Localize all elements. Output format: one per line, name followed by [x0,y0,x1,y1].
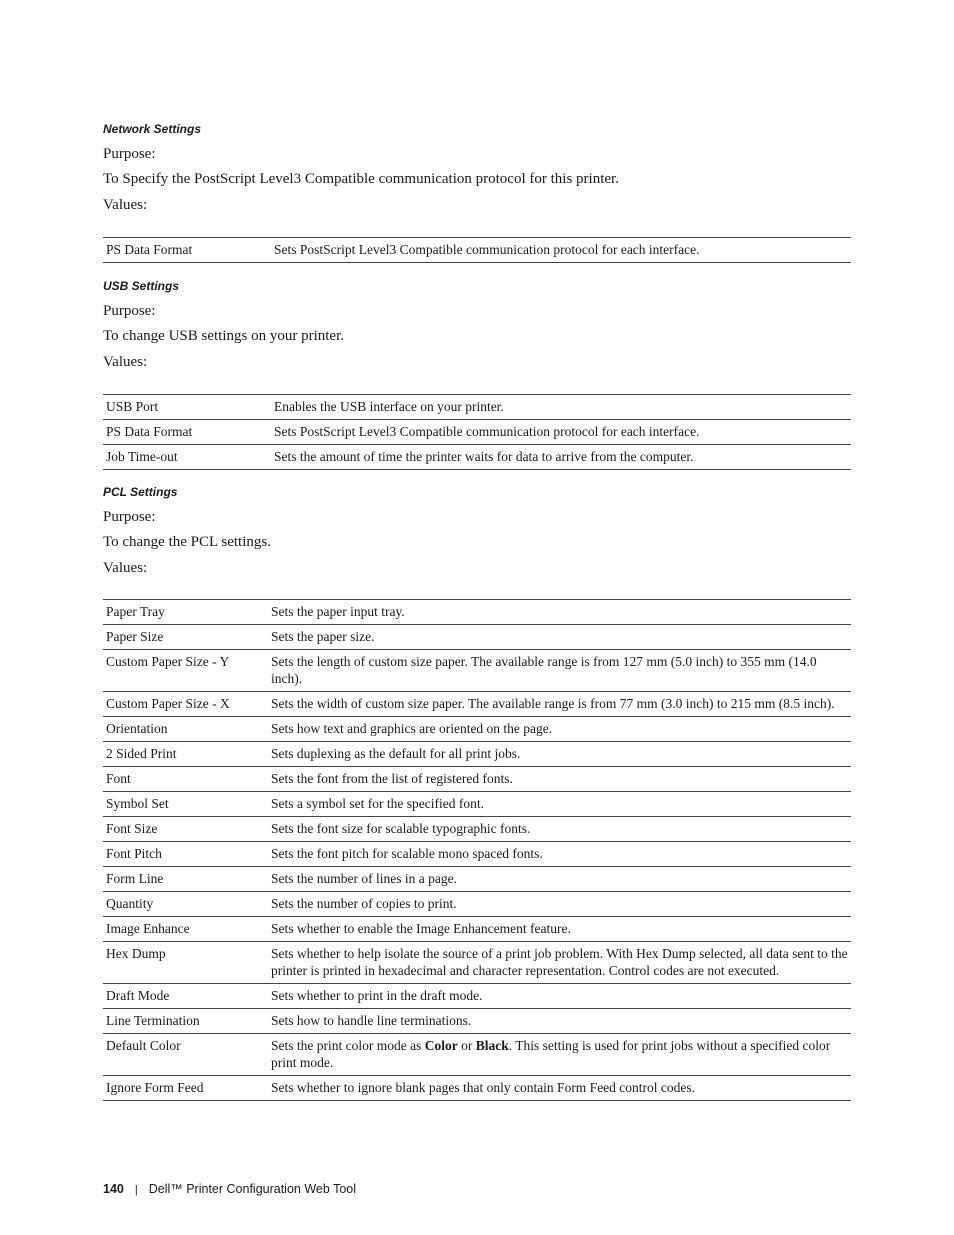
table-row [103,692,851,717]
purpose-label: Purpose: [103,146,156,162]
table-row [103,395,851,420]
value-desc: Sets the paper size. [268,625,851,650]
table-row [103,600,851,625]
values-label: Values: [103,197,148,213]
value-key: Orientation [103,717,268,742]
value-key: Job Time-out [103,445,271,470]
value-key: Form Line [103,867,268,892]
values-table [103,237,851,263]
value-key: USB Port [103,395,271,420]
value-desc: Sets duplexing as the default for all print jobs. [268,742,851,767]
value-desc: Sets the font size for scalable typographic fonts. [268,817,851,842]
values-table [103,394,851,470]
value-key: Hex Dump [103,942,268,984]
section-pcl-settings [103,483,851,1101]
table-row [103,650,851,692]
table-row [103,742,851,767]
section-title: USB Settings [103,279,180,293]
value-desc: Sets whether to print in the draft mode. [268,984,851,1009]
value-key: Custom Paper Size - X [103,692,268,717]
table-row [103,917,851,942]
value-key: Draft Mode [103,984,268,1009]
value-desc: Sets PostScript Level3 Compatible communication protocol for each interface. [271,420,851,445]
table-row [103,420,851,445]
value-key: Font Size [103,817,268,842]
value-desc: Sets the length of custom size paper. The available range is from 127 mm (5.0 inch) to 355 mm (14.0 inch). [268,650,851,692]
purpose-text: To Specify the PostScript Level3 Compatible communication protocol for this printer. [103,171,619,187]
value-key: Custom Paper Size - Y [103,650,268,692]
value-desc: Sets whether to enable the Image Enhancement feature. [268,917,851,942]
value-desc: Sets whether to ignore blank pages that only contain Form Feed control codes. [268,1076,851,1101]
color-mode-option: Black [475,1038,509,1053]
values-label: Values: [103,354,148,370]
purpose-text: To change USB settings on your printer. [103,328,345,344]
value-desc: Sets the number of lines in a page. [268,867,851,892]
value-key: Default Color [103,1034,268,1076]
page-number: 140 [103,1182,124,1196]
values-label: Values: [103,560,148,576]
section-network-settings [103,120,851,263]
table-row [103,717,851,742]
purpose-text: To change the PCL settings. [103,534,271,550]
value-desc: Sets a symbol set for the specified font. [268,792,851,817]
table-row [103,984,851,1009]
value-desc: Sets the font pitch for scalable mono spaced fonts. [268,842,851,867]
section-usb-settings [103,277,851,470]
table-row [103,1034,851,1076]
value-desc: Sets how text and graphics are oriented on the page. [268,717,851,742]
table-row [103,817,851,842]
value-desc: Sets the paper input tray. [268,600,851,625]
value-key: 2 Sided Print [103,742,268,767]
table-row [103,625,851,650]
table-row [103,767,851,792]
value-key: Image Enhance [103,917,268,942]
value-key: Ignore Form Feed [103,1076,268,1101]
page-footer [103,1180,356,1199]
value-desc: Sets the font from the list of registered fonts. [268,767,851,792]
value-desc: Sets how to handle line terminations. [268,1009,851,1034]
value-desc: Enables the USB interface on your printer. [271,395,851,420]
table-row [103,867,851,892]
document-page [103,120,851,1101]
table-row [103,792,851,817]
table-row [103,445,851,470]
table-row [103,1009,851,1034]
table-row [103,1076,851,1101]
value-key: Line Termination [103,1009,268,1034]
purpose-label: Purpose: [103,509,156,525]
value-desc: Sets whether to help isolate the source of a print job problem. With Hex Dump selected, all data sent to the printer is printed in hexadecimal and character representation. Control codes are not executed. [268,942,851,984]
footer-separator: | [134,1184,138,1196]
value-key: PS Data Format [103,420,271,445]
value-desc [268,1034,851,1076]
value-desc: Sets the width of custom size paper. The available range is from 77 mm (3.0 inch) to 215 mm (8.5 inch). [268,692,851,717]
table-row [103,892,851,917]
value-key: PS Data Format [103,238,271,263]
footer-title: Dell™ Printer Configuration Web Tool [148,1182,356,1196]
value-key: Paper Size [103,625,268,650]
section-title: Network Settings [103,122,202,136]
section-title: PCL Settings [103,485,178,499]
value-key: Font Pitch [103,842,268,867]
table-row [103,942,851,984]
value-key: Font [103,767,268,792]
desc-text: Sets the print color mode as [271,1038,425,1053]
value-desc: Sets the amount of time the printer waits for data to arrive from the computer. [271,445,851,470]
table-row [103,238,851,263]
color-mode-option: Color [424,1038,458,1053]
value-key: Paper Tray [103,600,268,625]
value-key: Symbol Set [103,792,268,817]
table-row [103,842,851,867]
value-key: Quantity [103,892,268,917]
purpose-label: Purpose: [103,303,156,319]
value-desc: Sets the number of copies to print. [268,892,851,917]
values-table [103,599,851,1101]
desc-text: . This setting is used for print jobs without a specified color print mode. [271,1038,831,1070]
desc-text: or [457,1038,476,1053]
value-desc: Sets PostScript Level3 Compatible communication protocol for each interface. [271,238,851,263]
